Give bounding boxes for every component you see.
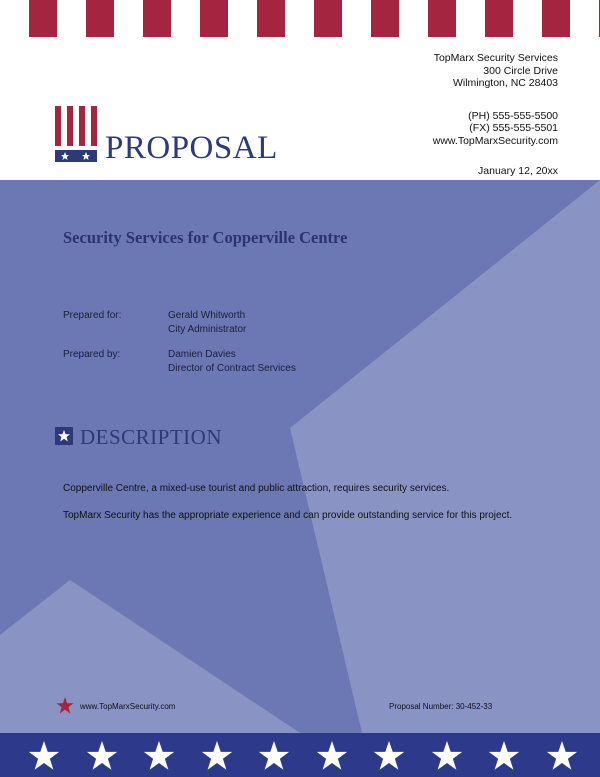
white-star-icon [373,740,405,772]
stripe [314,0,343,37]
stripe [542,0,571,37]
stripe [228,0,257,37]
prepared-by-label: Prepared by: [63,349,121,360]
white-star-icon [431,740,463,772]
content-background [0,180,600,733]
prepared-by-role: Director of Contract Services [168,362,296,374]
stripe [86,0,115,37]
prepared-for-role: City Administrator [168,323,247,335]
company-city: Wilmington, NC 28403 [452,77,558,89]
stripe [0,0,29,37]
white-star-icon [546,740,578,772]
description-paragraph: TopMarx Security has the appropriate experience and can provide outstanding service for this project. [63,510,513,521]
white-star-icon [143,740,175,772]
prepared-for-label: Prepared for: [63,310,122,321]
top-stripe-band [0,0,600,37]
white-star-icon [86,740,118,772]
stripe [513,0,542,37]
stripe [371,0,400,37]
stripe [257,0,286,37]
company-phone: (PH) 555-555-5500 [468,109,558,122]
stripe [342,0,371,37]
document-date: January 12, 20xx [478,165,558,177]
white-star-icon [201,740,233,772]
description-paragraph: Copperville Centre, a mixed-use tourist and public attraction, requires security services. [63,483,450,494]
stripe [285,0,314,37]
company-street: 300 Circle Drive [483,64,558,77]
stripe [114,0,143,37]
proposal-number: Proposal Number: 30-452-33 [389,702,493,711]
project-title: Security Services for Copperville Centre [63,228,348,247]
stripe [399,0,428,37]
prepared-for-block [168,309,246,336]
white-star-icon [28,740,60,772]
prepared-by-name: Damien Davies [168,349,236,360]
stripe [570,0,599,37]
white-star-icon [488,740,520,772]
white-star-icon [258,740,290,772]
description-heading: DESCRIPTION [80,425,223,449]
red-star-icon [56,697,74,720]
stripe [200,0,229,37]
flag-stripes-logo-icon [55,106,97,162]
company-website: www.TopMarxSecurity.com [432,134,558,147]
document-title: PROPOSAL [105,130,278,166]
stripe [29,0,58,37]
stripe [456,0,485,37]
white-star-icon [316,740,348,772]
stripe [171,0,200,37]
stripe [485,0,514,37]
footer-website: www.TopMarxSecurity.com [80,702,176,711]
stripe [57,0,86,37]
stripe [428,0,457,37]
company-name: TopMarx Security Services [433,52,558,64]
bottom-star-band [0,733,600,777]
prepared-for-name: Gerald Whitworth [168,310,246,321]
company-address-block [433,52,558,147]
stripe [143,0,172,37]
company-fax: (FX) 555-555-5501 [469,122,558,134]
prepared-by-block [168,348,296,375]
star-icon [55,427,73,445]
